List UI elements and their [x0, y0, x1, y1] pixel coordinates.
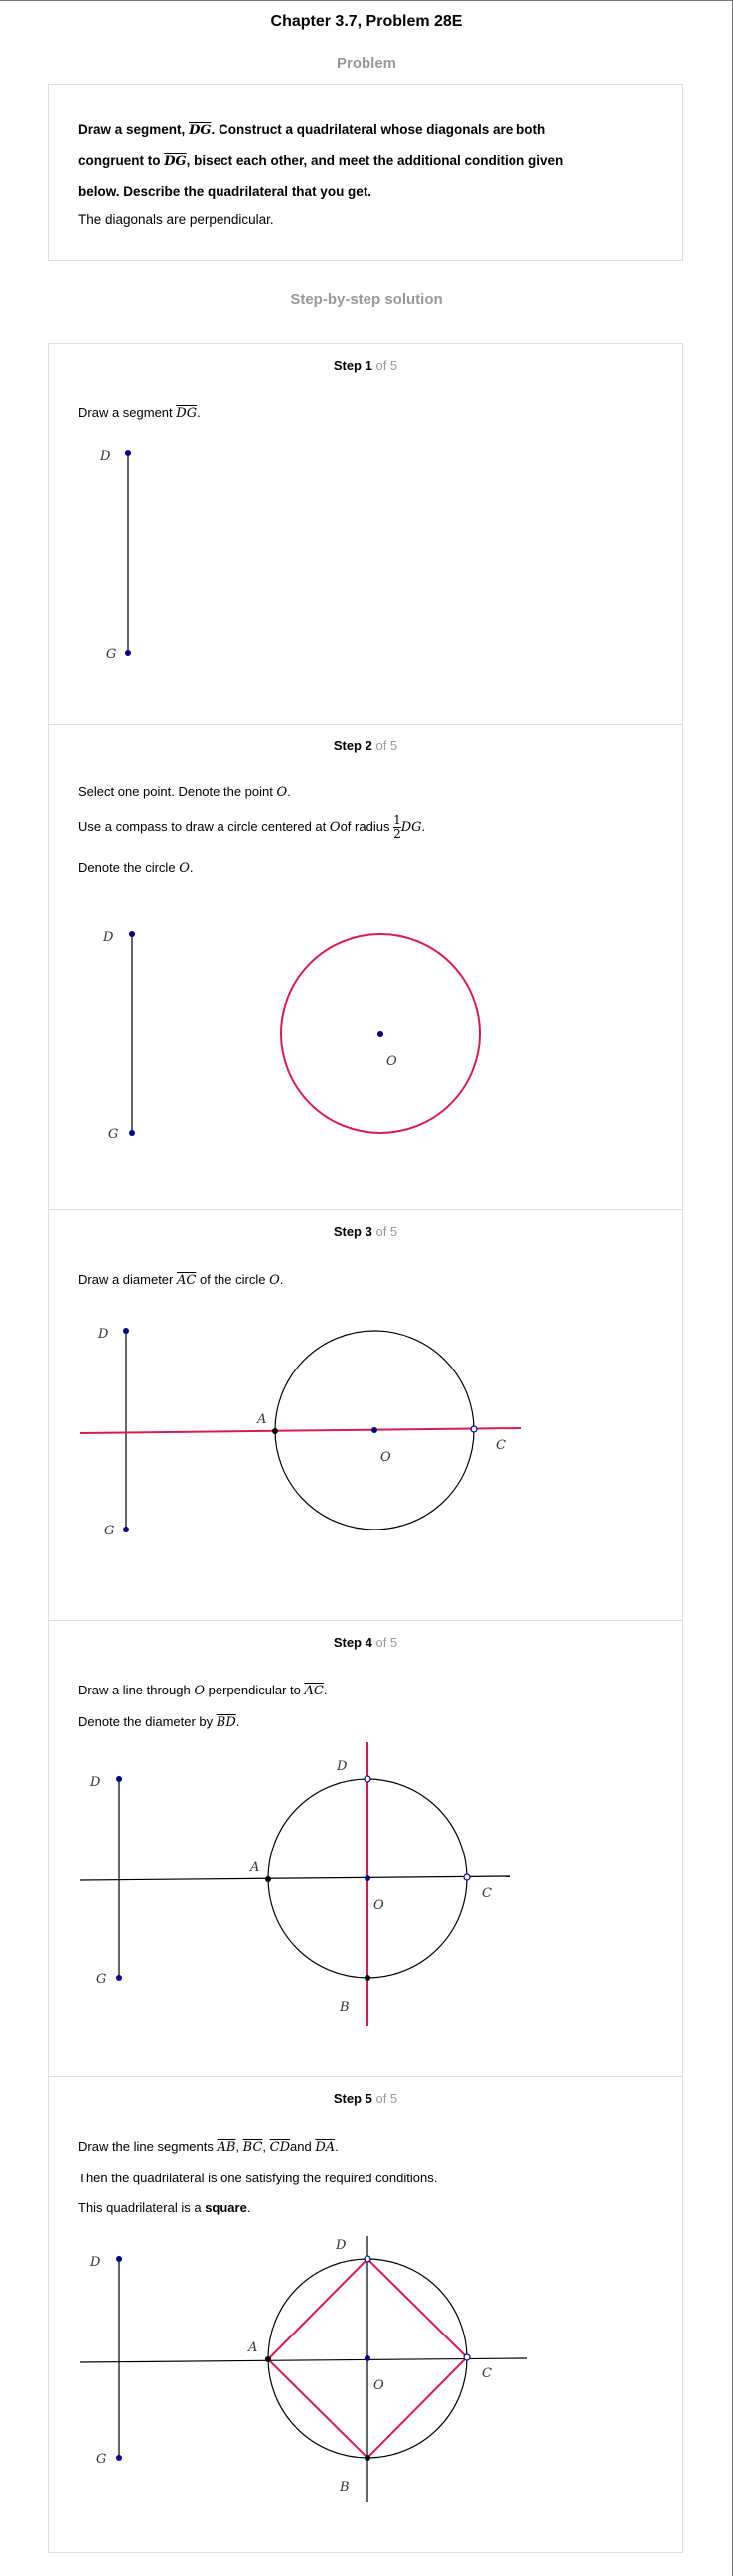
point-g [123, 1527, 129, 1532]
point-b [365, 2455, 370, 2461]
problem-condition: The diagonals are perpendicular. [78, 212, 274, 227]
point-o [365, 2355, 370, 2361]
step-5-figure [49, 2077, 682, 2554]
problem-box [48, 84, 683, 261]
diameter-ac [80, 2358, 527, 2362]
point-d [123, 1328, 129, 1334]
label-d-circle: D [337, 1759, 348, 1774]
point-c [471, 1426, 477, 1432]
step-5-text-2: Then the quadrilateral is one satisfying the required conditions. [78, 2171, 438, 2185]
point-d-circle [365, 2256, 370, 2262]
step-5-box [48, 2076, 683, 2553]
point-d [116, 2256, 122, 2262]
point-d [129, 931, 135, 937]
point-o [371, 1427, 377, 1433]
step-3-figure [49, 1210, 682, 1622]
label-g: G [96, 2452, 107, 2467]
point-a [265, 1876, 271, 1882]
step-2-text-1: Select one point. Denote the point O. [78, 784, 291, 800]
point-g [129, 1130, 135, 1136]
point-d [125, 450, 131, 456]
diameter-ac [80, 1428, 521, 1433]
page-title: Chapter 3.7, Problem 28E [270, 13, 463, 30]
point-c [464, 1874, 470, 1880]
label-c: C [482, 1886, 492, 1901]
label-d: D [98, 1327, 109, 1342]
label-d: D [90, 2255, 101, 2270]
step-1-figure [49, 344, 682, 725]
label-o: O [373, 2378, 384, 2393]
point-g [125, 650, 131, 656]
step-2-text-3: Denote the circle O. [78, 860, 194, 876]
point-d-circle [365, 1776, 370, 1782]
label-a: A [250, 1860, 260, 1875]
step-3-heading: Step 3 of 5 [333, 1224, 398, 1239]
step-4-text-2: Denote the diameter by $\overline{BD}$. [78, 1714, 240, 1730]
label-o: O [380, 1450, 391, 1465]
label-d: D [103, 930, 114, 945]
point-g [116, 1975, 122, 1981]
step-4-box [48, 1620, 683, 2077]
step-3-text: Draw a diameter $\overline{AC}$ of the circle O. [78, 1272, 284, 1288]
label-g: G [106, 647, 117, 662]
label-b: B [340, 2480, 350, 2495]
step-4-text-1: Draw a line through O perpendicular to $\overline{AC}$. [78, 1683, 328, 1698]
step-1-text: Draw a segment $\overline{DG}$. [78, 405, 201, 421]
point-b [365, 1975, 370, 1981]
label-a: A [257, 1412, 267, 1427]
point-a [265, 2356, 271, 2362]
label-d-circle: D [336, 2238, 347, 2253]
label-g: G [108, 1127, 119, 1142]
step-1-heading: Step 1 of 5 [333, 358, 398, 373]
label-c: C [496, 1438, 506, 1453]
step-4-heading: Step 4 of 5 [333, 1635, 398, 1650]
step-2-text-2: Use a compass to draw a circle centered at Oof radius $\frac{1}{2}$ DG. [78, 813, 426, 841]
point-g [116, 2455, 122, 2461]
step-5-heading: Step 5 of 5 [333, 2091, 398, 2106]
step-3-box [48, 1209, 683, 1621]
point-c [464, 2354, 470, 2360]
label-o: O [386, 1054, 397, 1069]
point-d [116, 1776, 122, 1782]
step-5-text-3: This quadrilateral is a square. [78, 2200, 251, 2215]
step-1-box [48, 343, 683, 724]
problem-heading: Problem [336, 55, 396, 72]
step-5-text-1: Draw the line segments $\overline{AB}$, $\overline{BC}$, $\overline{CD}and$ $\overline{DA}$. [78, 2139, 339, 2155]
point-o [377, 1031, 383, 1037]
label-g: G [104, 1524, 115, 1538]
label-c: C [482, 2366, 492, 2381]
label-o: O [373, 1898, 384, 1913]
step-2-heading: Step 2 of 5 [333, 738, 398, 753]
step-2-figure [49, 724, 682, 1211]
solution-heading: Step-by-step solution [290, 291, 443, 308]
point-o [365, 1875, 370, 1881]
problem-text: Draw a segment, $\overline{DG}$. Construct a quadrilateral whose diagonals are both congruent to $\overline{DG}$, bisect each other, and meet the additional condition given below. Describe the quadrilateral that you get. [78, 122, 564, 199]
label-d: D [90, 1775, 101, 1790]
label-b: B [340, 2000, 350, 2014]
label-g: G [96, 1972, 107, 1987]
point-a [272, 1428, 278, 1434]
diameter-ac [80, 1876, 510, 1880]
label-a: A [248, 2340, 258, 2355]
step-2-box [48, 724, 683, 1210]
label-d: D [100, 449, 111, 464]
step-4-figure [49, 1621, 682, 2078]
